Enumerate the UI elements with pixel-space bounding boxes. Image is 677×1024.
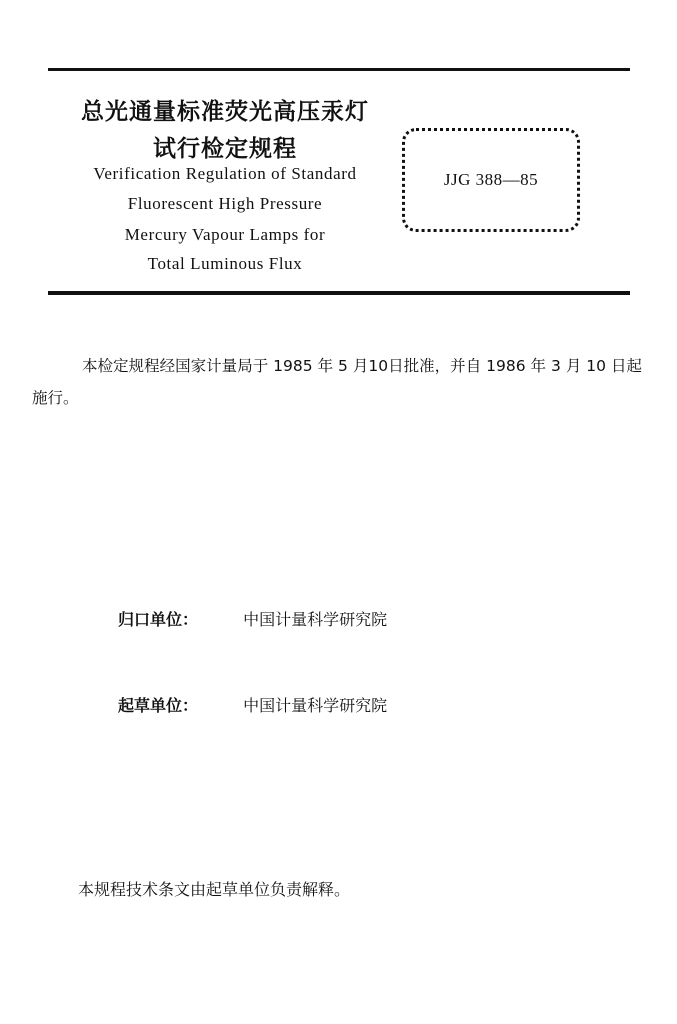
title-english-line-1: Verification Regulation of Standard (93, 164, 357, 183)
title-english-line-4: Total Luminous Flux (147, 254, 303, 273)
responsible-unit-label: 归口单位： (118, 610, 199, 629)
responsible-unit-value: 中国计量科学研究院 (243, 610, 388, 629)
title-chinese-line-1: 总光通量标准荧光高压汞灯 (81, 98, 369, 125)
header-top-rule (48, 68, 630, 71)
title-chinese-line-2: 试行检定规程 (153, 135, 297, 162)
interpretation-note: 本规程技术条文由起草单位负责解释。 (78, 880, 351, 899)
header-bottom-rule (48, 291, 630, 295)
drafting-unit-row (118, 693, 387, 716)
responsible-unit-row (118, 607, 387, 630)
drafting-unit-label: 起草单位： (118, 696, 199, 715)
title-english-line-2: Fluorescent High Pressure (127, 194, 323, 213)
drafting-unit-value: 中国计量科学研究院 (243, 696, 388, 715)
title-english-line-3: Mercury Vapour Lamps for (124, 225, 326, 244)
regulation-code-box (402, 128, 580, 232)
approval-paragraph: 本检定规程经国家计量局于 1985 年 5 月10日批准，并自 1986 年 3 月 10 日起施行。 (32, 357, 642, 407)
regulation-code: JJG 388—85 (443, 170, 539, 189)
